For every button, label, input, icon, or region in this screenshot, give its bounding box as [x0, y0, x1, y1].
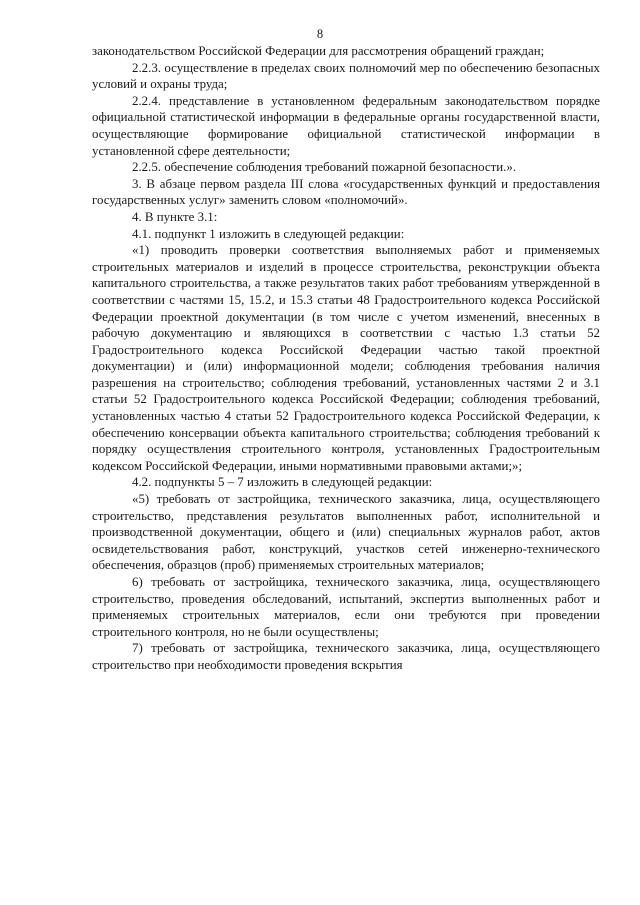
paragraph-2-2-3: 2.2.3. осуществление в пределах своих полномочий мер по обеспечению безопасных условий и охраны труда;: [92, 60, 600, 92]
paragraph-subitem-6: 6) требовать от застройщика, технического заказчика, лица, осуществляющего строительство, проведения обследований, испытаний, экспертиз выполненных работ и применяемых строительных материалов, если они требуются при проведении строительного контроля, но не были осуществлены;: [92, 575, 600, 639]
paragraph-3: 3. В абзаце первом раздела III слова «государственных функций и предоставления государственных услуг» заменить словом «полномочий».: [92, 176, 600, 208]
paragraph-4-2: 4.2. подпункты 5 – 7 изложить в следующей редакции:: [132, 475, 433, 490]
page-number: 8: [316, 27, 324, 41]
paragraph-subitem-1: «1) проводить проверки соответствия выполняемых работ и применяемых строительных материалов и изделий в процессе строительства, реконструкции объекта капитального строительства, а также результатов таких работ требованиям утвержденной в соответствии с частями 15, 15.2, и 15.3 статьи 48 Градостроительного кодекса Российской Федерации проектной документации (в том числе с учетом изменений, внесенных в рабочую документацию и являющихся в соответствии с частью 1.3 статьи 52 Градостроительного кодекса Российской Федерации частью такой проектной документации) и (или) информационной модели; соблюдения требования наличия разрешения на строительство; соблюдения требований, установленных частями 2 и 3.1 статьи 52 Градостроительного кодекса Российской Федерации; соблюдения требований, установленных частью 4 статьи 52 Градостроительного кодекса Российской Федерации, к обеспечению консервации объекта капитального строительства; соблюдения требований к порядку осуществления строительного контроля, установленных Градостроительным кодексом Российской Федерации, иными нормативными правовыми актами;»;: [92, 243, 600, 473]
paragraph-subitem-5: «5) требовать от застройщика, технического заказчика, лица, осуществляющего строительство, представления результатов выполненных работ, исполнительной и производственной документации, общего и (или) специальных журналов работ, актов освидетельствования работ, конструкций, участков сетей инженерно-технического обеспечения, образцов (проб) применяемых строительных материалов;: [92, 492, 600, 573]
paragraph-subitem-7: 7) требовать от застройщика, технического заказчика, лица, осуществляющего строительство при необходимости проведения вскрытия: [92, 641, 600, 672]
paragraph-continuation: законодательством Российской Федерации для рассмотрения обращений граждан;: [92, 44, 545, 58]
paragraph-2-2-4: 2.2.4. представление в установленном федеральным законодательством порядке официальной статистической информации в федеральные органы государственной власти, осуществляющие формирование официальной статистической информации в установленной сфере деятельности;: [92, 93, 600, 158]
paragraph-4-1: 4.1. подпункт 1 изложить в следующей редакции:: [132, 226, 405, 241]
paragraph-2-2-5: 2.2.5. обеспечение соблюдения требований пожарной безопасности.».: [132, 160, 517, 175]
paragraph-4: 4. В пункте 3.1:: [132, 209, 218, 224]
document-body: [92, 43, 600, 674]
